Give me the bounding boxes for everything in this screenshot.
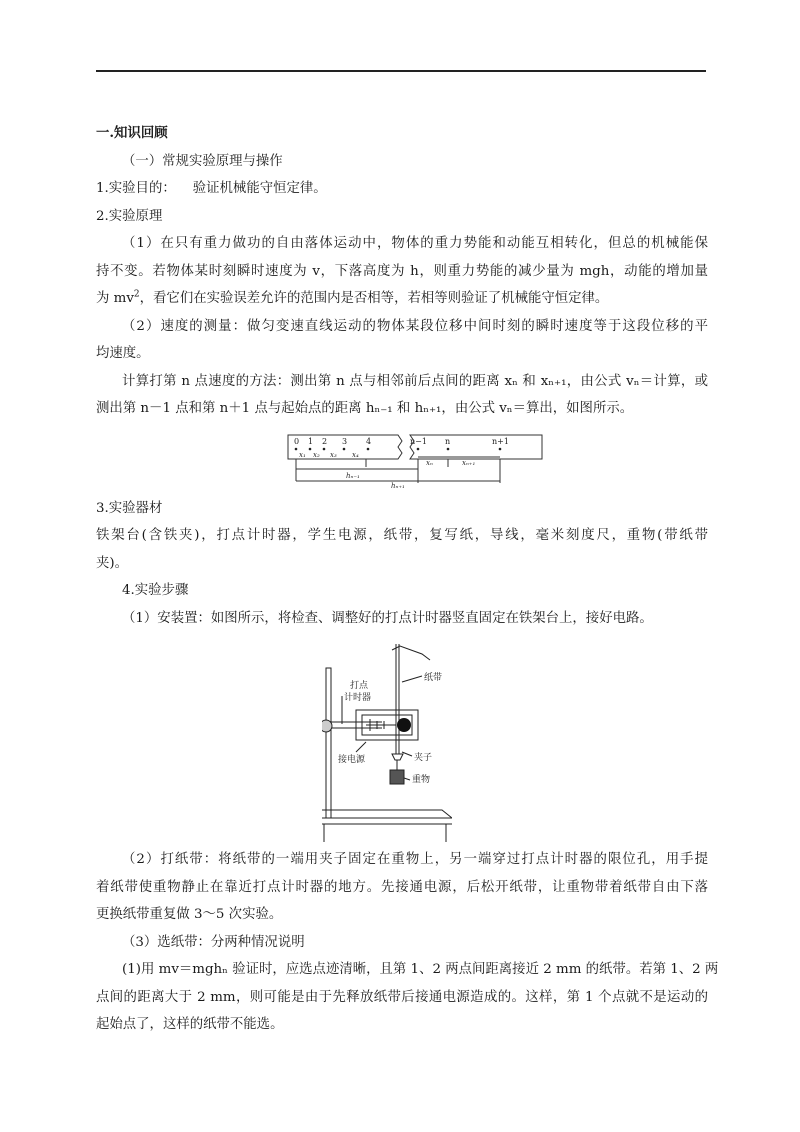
step3a-line1: (1)用 mv＝mghₙ 验证时，应选点迹清晰，且第 1、2 两点间距离接近 2 mm 的纸带。若第 1、2 两 xyxy=(122,962,719,977)
principle-p1-line2: 持不变。若物体某时刻瞬时速度为 v，下落高度为 h，则重力势能的减少量为 mgh，动能的增加量 xyxy=(96,263,708,279)
clamp-knob xyxy=(322,720,332,732)
step2-line3: 更换纸带重复做 3～5 次实验。 xyxy=(96,907,283,922)
tape-right-segment xyxy=(410,435,542,459)
tape-dot-1 xyxy=(309,447,312,450)
step1-text: （1）安装置：如图所示，将检查、调整好的打点计时器竖直固定在铁架台上，接好电路。 xyxy=(122,610,653,626)
tape-dot-label-2: 2 xyxy=(322,436,328,446)
principle-heading: 2.实验原理 xyxy=(96,208,163,224)
tape-dot-0 xyxy=(295,447,298,450)
tape-dot-n xyxy=(447,447,450,450)
step3a-line2: 点间的距离大于 2 mm，则可能是由于先释放纸带后接通电源造成的。这样，第 1 个点就不是运动的 xyxy=(96,989,708,1005)
tape-dot-label-1: 1 xyxy=(308,436,314,446)
tape-x-label-n: xₙ xyxy=(426,458,433,467)
header-rule xyxy=(96,70,706,72)
principle-p1-line3-sup: 2 xyxy=(133,289,140,300)
principle-p1-line3 xyxy=(96,285,708,313)
stand-rod xyxy=(326,668,331,818)
clip-shape xyxy=(392,754,403,760)
apparatus-label-clip: 夹子 xyxy=(414,753,433,763)
principle-p2-line1: （2）速度的测量：做匀变速直线运动的物体某段位移中间时刻的瞬时速度等于这段位移的平 xyxy=(122,318,708,334)
principle-p1-line3-b: ，看它们在实验误差允许的范围内是否相等，若相等则验证了机械能守恒定律。 xyxy=(139,291,609,306)
tape-dot-4 xyxy=(367,447,370,450)
tape-dot-label-0: 0 xyxy=(294,436,300,446)
tape-dot-label-n+1: n+1 xyxy=(492,436,509,446)
tape-dot-2 xyxy=(323,447,326,450)
step3-heading: （3）选纸带：分两种情况说明 xyxy=(122,934,305,950)
tape-dot-label-n-1: n−1 xyxy=(410,436,427,446)
principle-p2-line2: 均速度。 xyxy=(96,346,150,361)
document-body xyxy=(96,120,719,1039)
step3a-line3: 起始点了，这样的纸带不能选。 xyxy=(96,1017,284,1032)
purpose-label: 1.实验目的： xyxy=(96,181,176,196)
stand-base xyxy=(322,810,452,818)
step2-line2: 着纸带使重物静止在靠近打点计时器的地方。先接通电源，后松开纸带，让重物带着纸带自由下落 xyxy=(96,879,708,895)
tape-h-label-n+1: hₙ₊₁ xyxy=(391,481,405,489)
timer-coil xyxy=(397,718,411,732)
tape-dot-3 xyxy=(343,447,346,450)
purpose-text: 验证机械能守恒定律。 xyxy=(192,181,327,196)
tape-dot-label-4: 4 xyxy=(366,436,372,446)
principle-p1-line1: （1）在只有重力做功的自由落体运动中，物体的重力势能和动能互相转化，但总的机械能保 xyxy=(122,236,708,251)
weight-block xyxy=(390,770,404,784)
purpose-line xyxy=(96,175,708,203)
tape-x-label-1: x₁ xyxy=(299,450,306,459)
tape-x-label-4: x₄ xyxy=(352,450,359,459)
equipment-line2: 夹)。 xyxy=(96,555,129,571)
apparatus-label-timer-1: 打点 xyxy=(350,681,369,691)
equipment-line1: 铁架台(含铁夹)，打点计时器，学生电源，纸带，复写纸，导线，毫米刻度尺，重物(带纸带 xyxy=(96,528,708,543)
principle-p1-line3-a: 为 mv xyxy=(96,291,134,306)
tape-dot-n-1 xyxy=(417,447,420,450)
tape-x-label-3: x₃ xyxy=(330,450,337,459)
tape-h-label-n-1: hₙ₋₁ xyxy=(346,471,360,480)
principle-p3-line2: 测出第 n－1 点和第 n＋1 点与起始点的距离 hₙ₋₁ 和 hₙ₊₁，由公式 vₙ＝算出，如图所示。 xyxy=(96,401,634,416)
apparatus-label-weight: 重物 xyxy=(412,775,431,785)
tape-dot-label-3: 3 xyxy=(342,436,348,446)
tape-x-label-n+1: xₙ₊₁ xyxy=(462,458,476,467)
tape-x-label-2: x₂ xyxy=(313,450,320,459)
apparatus-label-tape: 纸带 xyxy=(424,673,443,683)
principle-p3-line1: 计算打第 n 点速度的方法：测出第 n 点与相邻前后点间的距离 xₙ 和 xₙ₊₁，由公式 vₙ＝计算，或 xyxy=(122,373,708,389)
paper-tape-figure xyxy=(286,431,546,489)
apparatus-label-power: 接电源 xyxy=(338,755,366,765)
apparatus-figure xyxy=(322,642,452,842)
apparatus-label-timer-2: 计时器 xyxy=(344,693,372,703)
hand-outline xyxy=(392,646,430,660)
equipment-heading: 3.实验器材 xyxy=(96,500,163,516)
tape-dot-label-n: n xyxy=(445,436,451,446)
section-title: 一.知识回顾 xyxy=(96,125,168,141)
tape-dot-n+1 xyxy=(499,447,502,450)
subsection-title: （一）常规实验原理与操作 xyxy=(122,153,283,169)
steps-heading: 4.实验步骤 xyxy=(122,583,189,598)
step2-line1: （2）打纸带：将纸带的一端用夹子固定在重物上，另一端穿过打点计时器的限位孔，用手提 xyxy=(122,852,708,867)
